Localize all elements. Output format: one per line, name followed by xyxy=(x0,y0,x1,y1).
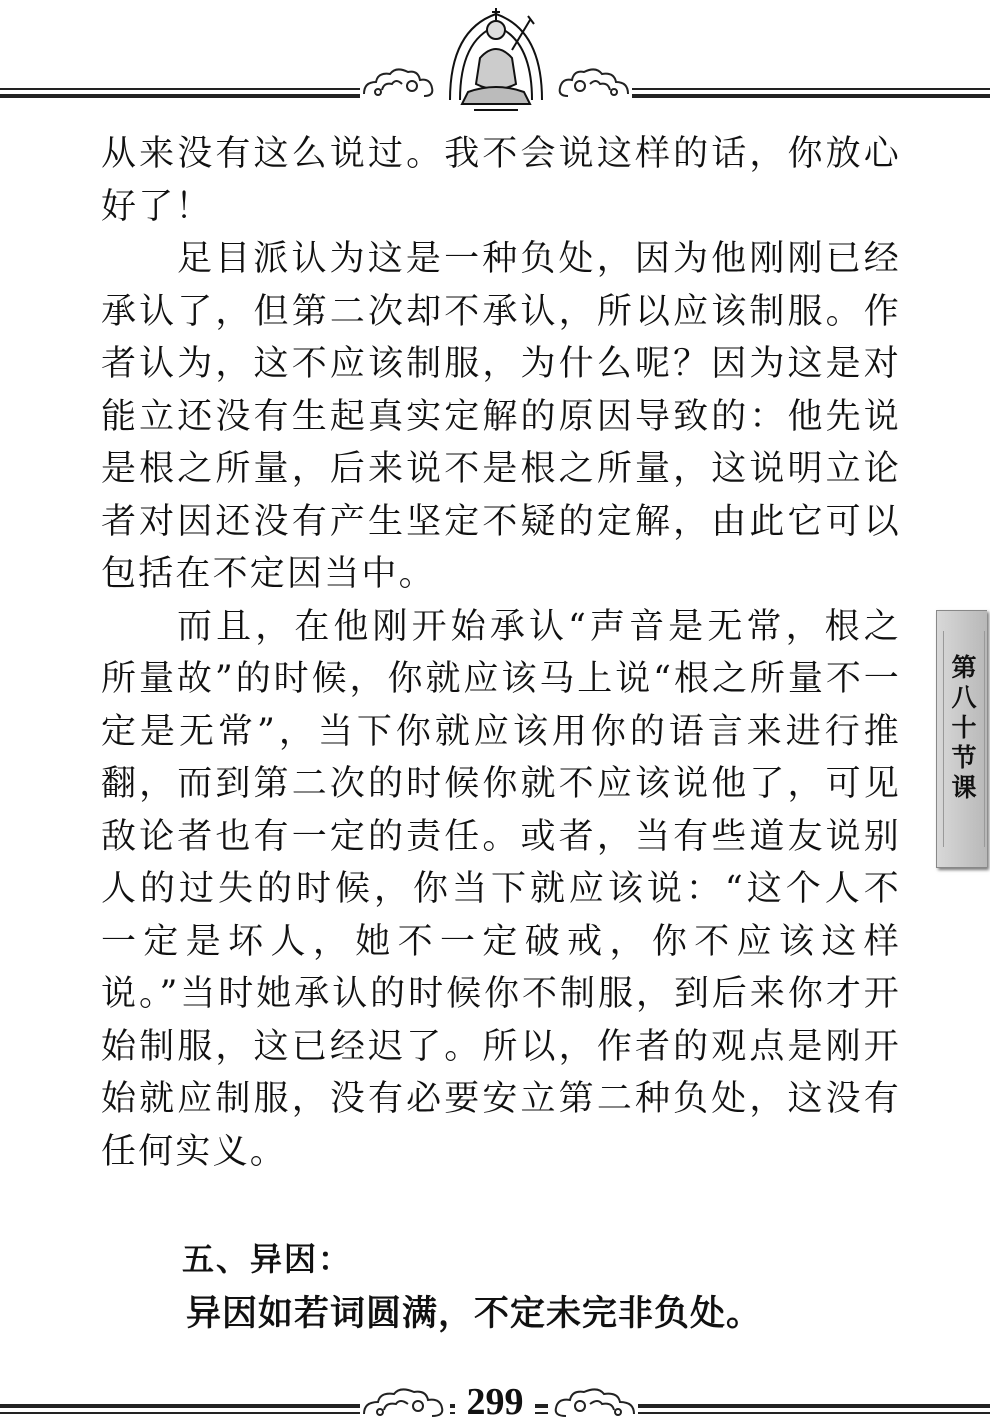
cloud-ornament-left-icon xyxy=(360,1386,450,1420)
section-heading: 五、异因： xyxy=(182,1240,353,1278)
page-number: 299 xyxy=(455,1380,535,1424)
chapter-side-tab xyxy=(936,610,987,868)
paragraph: 而且，在他刚开始承认“声音是无常，根之所量故”的时候，你就应该马上说“根之所量不一定是无常”，当下你就应该用你的语言来进行推翻，而到第二次的时候你就不应该说他了，可见敌论者也有一定的责任。或者，当有些道友说别人的过失的时候，你当下就应该说：“这个人不一定是坏人，她不一定破戒，你不应该这样说。”当时她承认的时候你不制服，到后来你才开始制服，这已经迟了。所以，作者的观点是刚开始就应制服，没有必要安立第二种负处，这没有任何实义。 xyxy=(101,606,901,1172)
cloud-ornament-right-icon xyxy=(548,1386,638,1420)
body-text xyxy=(101,128,901,1178)
deity-figure-icon xyxy=(440,0,552,112)
paragraph: 从来没有这么说过。我不会说这样的话，你放心好了！ xyxy=(101,134,901,227)
paragraph: 足目派认为这是一种负处，因为他刚刚已经承认了，但第二次却不承认，所以应该制服。作者认为，这不应该制服，为什么呢？因为这是对能立还没有生起真实定解的原因导致的：他先说是根之所量，后来说不是根之所量，这说明立论者对因还没有产生坚定不疑的定解，由此它可以包括在不定因当中。 xyxy=(101,239,901,594)
chapter-tab-label: 第八十节课 xyxy=(951,653,977,802)
verse-line: 异因如若词圆满，不定未完非负处。 xyxy=(186,1293,763,1334)
cloud-ornament-left-icon xyxy=(360,66,440,100)
cloud-ornament-right-icon xyxy=(552,66,632,100)
